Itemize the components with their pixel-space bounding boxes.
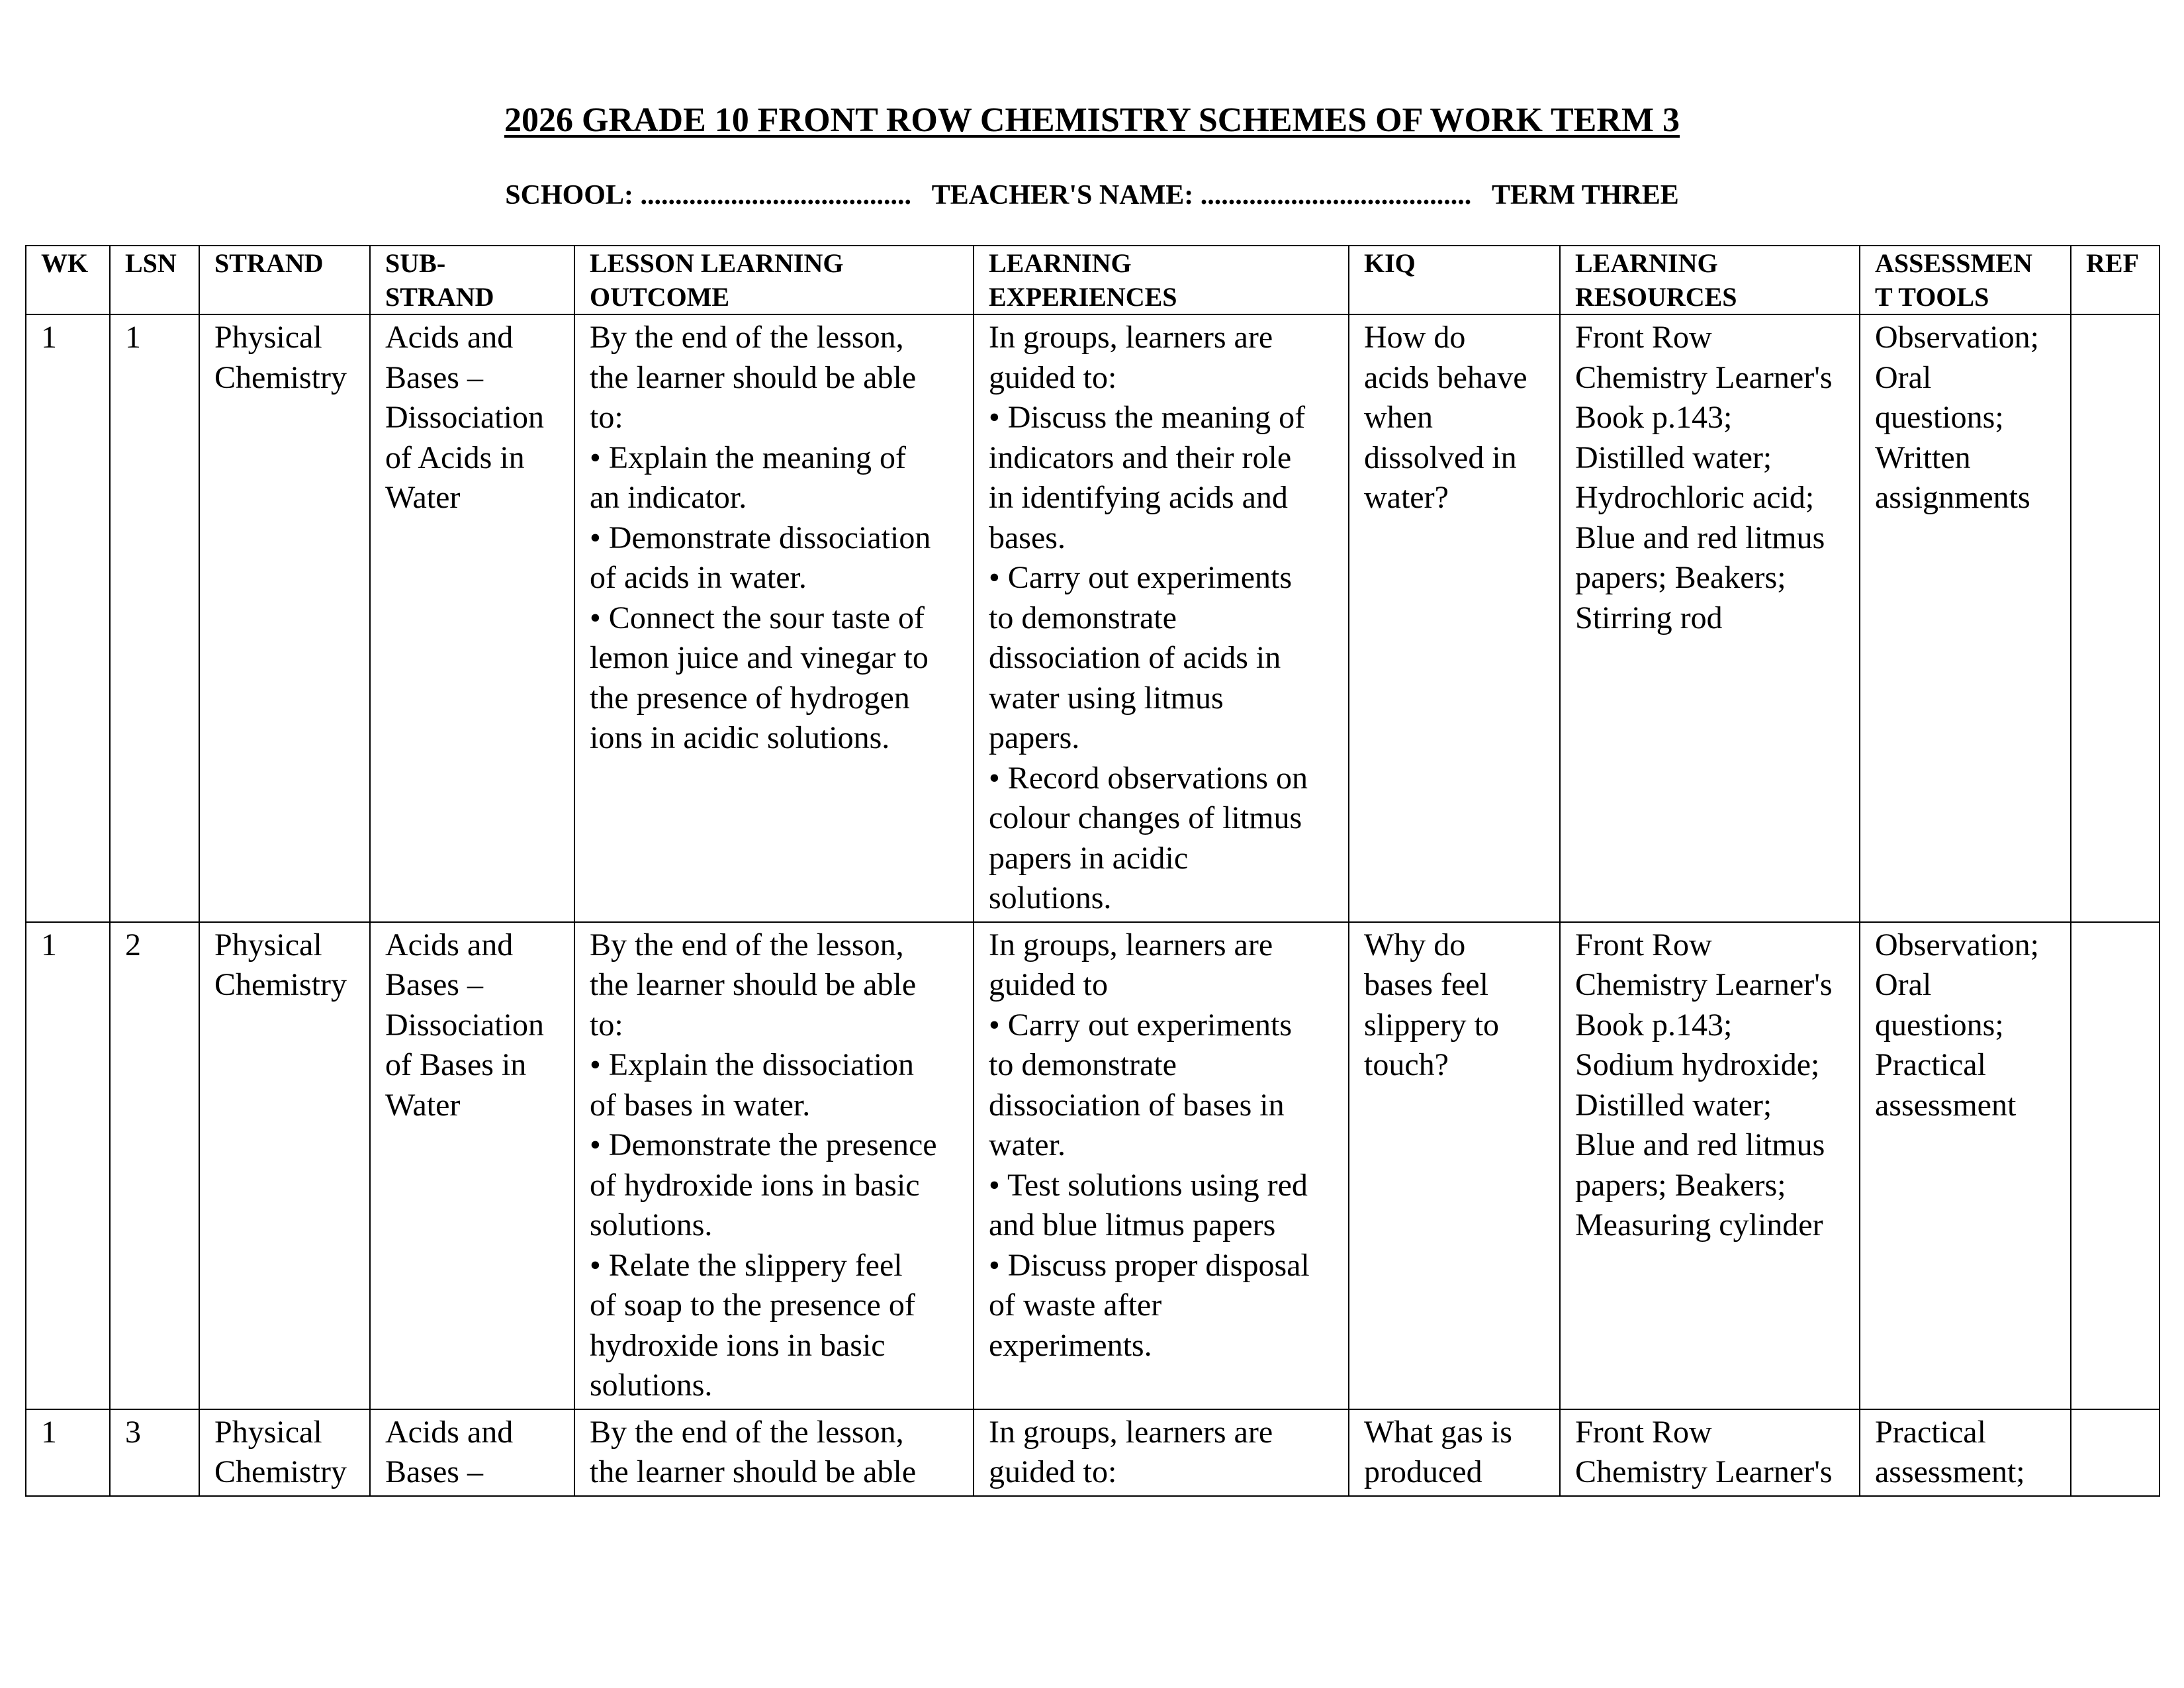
- cell-wk: 1: [26, 314, 110, 922]
- cell-kiq: Why do bases feel slippery to touch?: [1349, 922, 1560, 1409]
- cell-resources: Front Row Chemistry Learner's Book p.143; Sodium hydroxide; Distilled water; Blue and red litmus papers; Beakers; Measuring cylinder: [1560, 922, 1860, 1409]
- cell-lsn: 1: [110, 314, 199, 922]
- document-title-text: 2026 GRADE 10 FRONT ROW CHEMISTRY SCHEMES OF WORK TERM 3: [504, 101, 1680, 139]
- header-ref: REF: [2071, 246, 2160, 314]
- cell-substrand: Acids and Bases – Dissociation of Acids in Water: [370, 314, 574, 922]
- table-row: [26, 314, 2160, 922]
- cell-assessment: Observation; Oral questions; Written assignments: [1860, 314, 2071, 922]
- cell-strand: Physical Chemistry: [199, 314, 370, 922]
- table-row: [26, 922, 2160, 1409]
- cell-substrand: Acids and Bases –: [370, 1409, 574, 1496]
- table-header-row: [26, 246, 2160, 314]
- scheme-of-work-table: [25, 245, 2160, 1497]
- cell-assessment: Observation; Oral questions; Practical assessment: [1860, 922, 2071, 1409]
- cell-strand: Physical Chemistry: [199, 922, 370, 1409]
- cell-outcome: By the end of the lesson, the learner should be able: [574, 1409, 974, 1496]
- header-strand: STRAND: [199, 246, 370, 314]
- header-resources: LEARNING RESOURCES: [1560, 246, 1860, 314]
- cell-experiences: In groups, learners are guided to: • Discuss the meaning of indicators and their role in identifying acids and bases. • Carry out experiments to demonstrate dissociation of acids in water using litmus papers. • Record observations on colour changes of litmus papers in acidic solutions.: [974, 314, 1349, 922]
- header-kiq: KIQ: [1349, 246, 1560, 314]
- cell-lsn: 3: [110, 1409, 199, 1496]
- cell-kiq: What gas is produced: [1349, 1409, 1560, 1496]
- cell-resources: Front Row Chemistry Learner's Book p.143; Distilled water; Hydrochloric acid; Blue and red litmus papers; Beakers; Stirring rod: [1560, 314, 1860, 922]
- document-title: [0, 99, 2184, 142]
- header-wk: WK: [26, 246, 110, 314]
- document-subtitle: SCHOOL: ....................................... TEACHER'S NAME: ....................................... TERM THREE: [505, 180, 1679, 211]
- cell-substrand: Acids and Bases – Dissociation of Bases in Water: [370, 922, 574, 1409]
- header-outcome: LESSON LEARNING OUTCOME: [574, 246, 974, 314]
- table-row: [26, 1409, 2160, 1496]
- header-experiences: LEARNING EXPERIENCES: [974, 246, 1349, 314]
- cell-lsn: 2: [110, 922, 199, 1409]
- header-assessment: ASSESSMEN T TOOLS: [1860, 246, 2071, 314]
- cell-ref: [2071, 1409, 2160, 1496]
- header-substrand: SUB- STRAND: [370, 246, 574, 314]
- cell-wk: 1: [26, 1409, 110, 1496]
- cell-resources: Front Row Chemistry Learner's: [1560, 1409, 1860, 1496]
- cell-wk: 1: [26, 922, 110, 1409]
- cell-outcome: By the end of the lesson, the learner should be able to: • Explain the meaning of an indicator. • Demonstrate dissociation of acids in water. • Connect the sour taste of lemon juice and vinegar to the presence of hydrogen ions in acidic solutions.: [574, 314, 974, 922]
- cell-assessment: Practical assessment;: [1860, 1409, 2071, 1496]
- cell-experiences: In groups, learners are guided to:: [974, 1409, 1349, 1496]
- cell-strand: Physical Chemistry: [199, 1409, 370, 1496]
- cell-experiences: In groups, learners are guided to • Carry out experiments to demonstrate dissociation of bases in water. • Test solutions using red and blue litmus papers • Discuss proper disposal of waste after experiments.: [974, 922, 1349, 1409]
- header-lsn: LSN: [110, 246, 199, 314]
- cell-ref: [2071, 314, 2160, 922]
- cell-kiq: How do acids behave when dissolved in water?: [1349, 314, 1560, 922]
- cell-outcome: By the end of the lesson, the learner should be able to: • Explain the dissociation of bases in water. • Demonstrate the presence of hydroxide ions in basic solutions. • Relate the slippery feel of soap to the presence of hydroxide ions in basic solutions.: [574, 922, 974, 1409]
- cell-ref: [2071, 922, 2160, 1409]
